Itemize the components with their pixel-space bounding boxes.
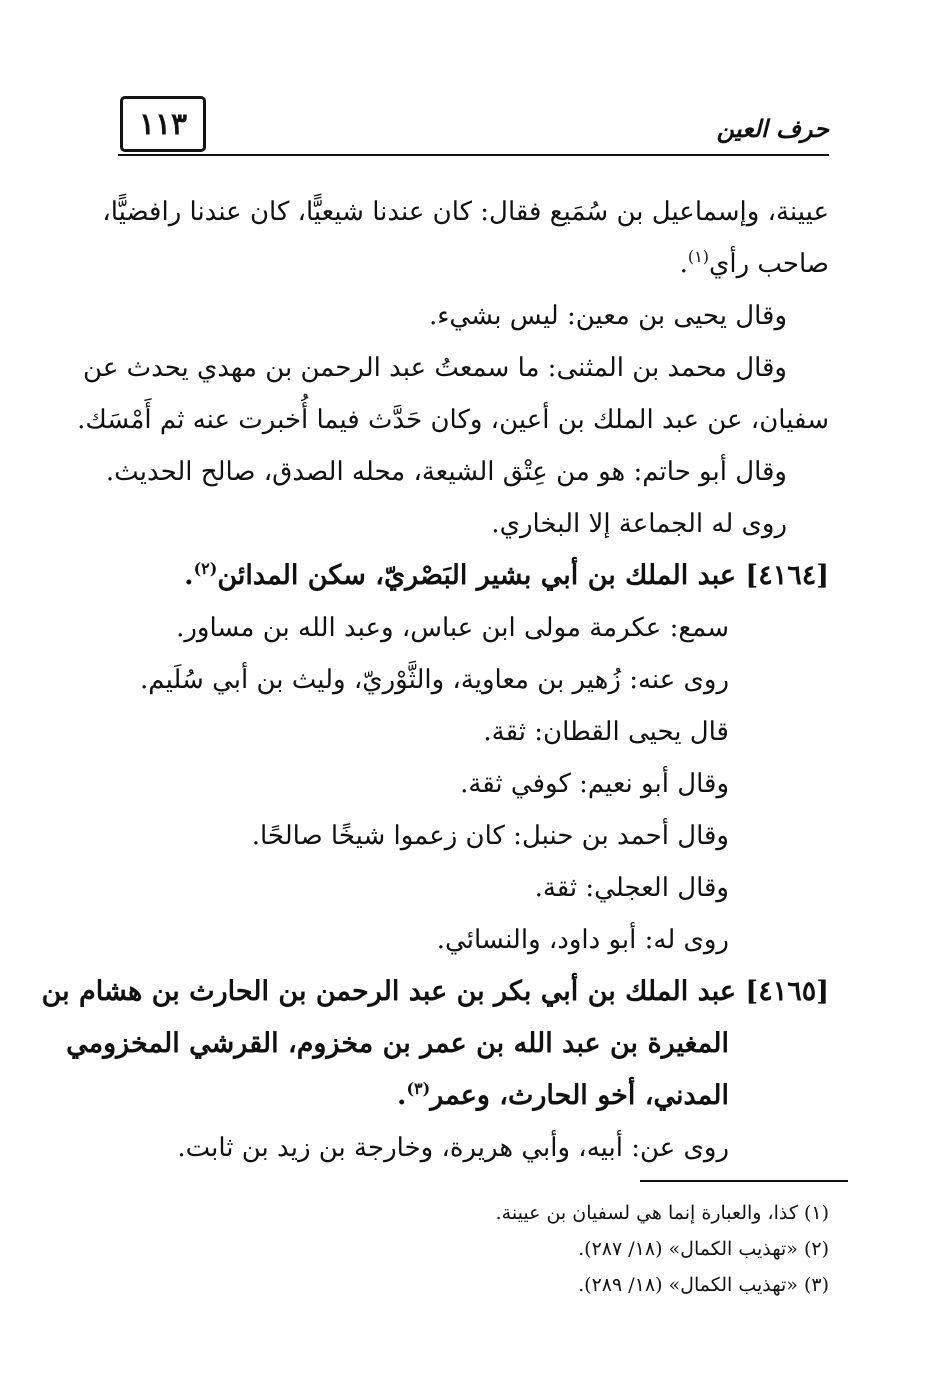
footnote-1: (١) كذا، والعبارة إنما هي لسفيان بن عيينة. xyxy=(495,1202,829,1224)
text-line: وقال أبو حاتم: هو من عِتْق الشيعة، محله الصدق، صالح الحديث. xyxy=(105,457,787,487)
footnote-ref: (٢) xyxy=(193,559,218,578)
text-line: سمع: عكرمة مولى ابن عباس، وعبد الله بن مساور. xyxy=(176,613,729,643)
entry-heading-cont: المدني، أخو الحارث، وعمر$^{(٣)}$. xyxy=(397,1079,729,1111)
running-title: حرف العين xyxy=(716,114,829,143)
text-line: وقال أحمد بن حنبل: كان زعموا شيخًا صالحًا. xyxy=(251,821,729,851)
footnote-ref: (٣) xyxy=(406,1079,431,1098)
text-line: وقال محمد بن المثنى: ما سمعتُ عبد الرحمن بن مهدي يحدث عن xyxy=(83,353,787,383)
entry-heading-4165: [٤١٦٥] عبد الملك بن أبي بكر بن عبد الرحمن بن الحارث بن هشام بن xyxy=(41,976,829,1007)
entry-heading-cont: المغيرة بن عبد الله بن عمر بن مخزوم، القرشي المخزومي xyxy=(66,1028,729,1059)
footnote-2: (٢) «تهذيب الكمال» (١٨/ ٢٨٧). xyxy=(578,1238,829,1260)
page-header xyxy=(118,96,829,156)
footnote-ref: (١) xyxy=(687,247,709,266)
text-line: روى له الجماعة إلا البخاري. xyxy=(491,509,787,539)
entry-heading-4164: [٤١٦٤] عبد الملك بن أبي بشير البَصْريّ، سكن المدائن$^{(٢)}$. xyxy=(184,559,829,591)
page-number: ١١٣ xyxy=(120,96,206,152)
text-line: وقال أبو نعيم: كوفي ثقة. xyxy=(460,769,729,799)
text-line: روى عنه: زُهير بن معاوية، والثَّوْريّ، وليث بن أبي سُلَيم. xyxy=(140,665,729,695)
text-line: عيينة، وإسماعيل بن سُمَيع فقال: كان عندنا شيعيًّا، كان عندنا رافضيًّا، xyxy=(102,197,829,227)
text-line: وقال يحيى بن معين: ليس بشيء. xyxy=(428,301,787,331)
footnotes xyxy=(118,1195,829,1303)
text-line: سفيان، عن عبد الملك بن أعين، وكان حَدَّث فيما أُخبرت عنه ثم أَمْسَك. xyxy=(77,405,829,435)
text-line: وقال العجلي: ثقة. xyxy=(534,873,729,903)
text-line: روى له: أبو داود، والنسائي. xyxy=(436,925,729,955)
text-line: قال يحيى القطان: ثقة. xyxy=(483,717,729,747)
text-line: روى عن: أبيه، وأبي هريرة، وخارجة بن زيد بن ثابت. xyxy=(177,1133,729,1163)
footnote-separator xyxy=(640,1180,848,1182)
text-line: صاحب رأي$^{(١)}$. xyxy=(679,247,829,279)
footnote-3: (٣) «تهذيب الكمال» (١٨/ ٢٨٩). xyxy=(578,1274,829,1296)
main-text xyxy=(41,186,829,1174)
